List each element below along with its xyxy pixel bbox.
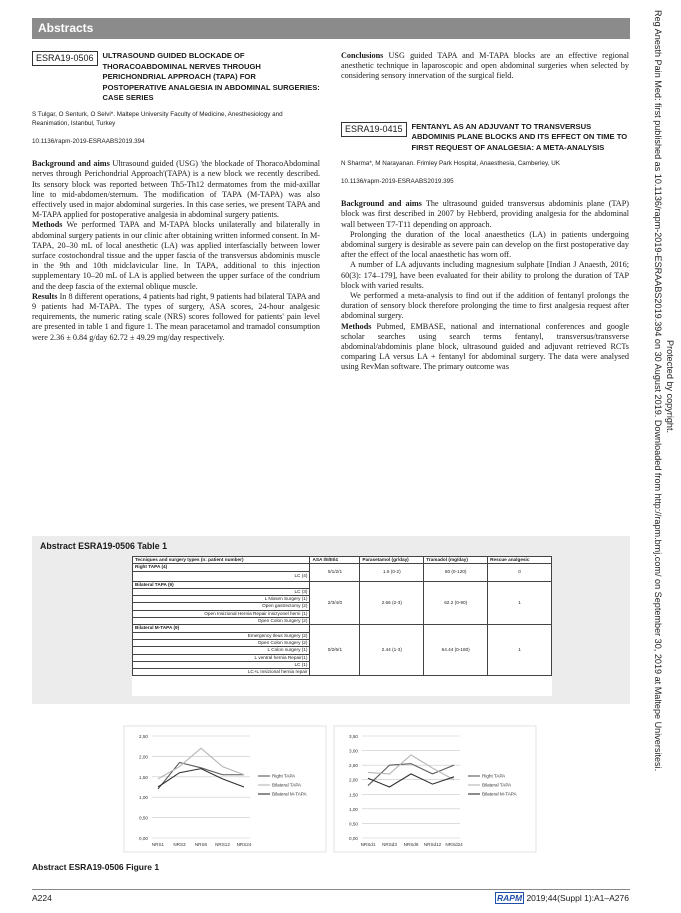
x-tick-label: NRS6 xyxy=(194,842,208,847)
chart-frame xyxy=(124,726,326,852)
line-charts xyxy=(122,726,542,856)
cell-asa: 0/2/6/1 xyxy=(310,625,360,676)
y-tick-label: 0,00 xyxy=(349,836,358,841)
table-row xyxy=(133,564,552,571)
legend-label: Right TAPA xyxy=(272,773,296,779)
data-table xyxy=(132,556,552,676)
y-tick-label: 3,00 xyxy=(349,748,358,754)
label-background: Background and aims xyxy=(32,159,110,169)
y-tick-label: 2,00 xyxy=(349,777,358,783)
abstract2-background xyxy=(341,199,629,230)
abstract1-conclusions xyxy=(341,51,629,82)
page-number: A224 xyxy=(32,893,52,903)
text-background: Ultrasound guided (USG) 'the blockade of ThoracoAbdominal nerves through Perichondrial Approach'(TAPA) is a new block we recently described. Its sensory block was reported between Th5-Th12 dermatomes from the mid-axillar line to mid-abdomen/sternum. The modification of TAPA (M-TAPA) was also effectively used in major abdominal surgeries. In this case series, we present TAPA and M-TAPA applied for postoperative analgesia in abdominal surgery patients. xyxy=(32,159,321,220)
abstract1-heading xyxy=(32,51,320,104)
legend-label: Bilateral M-TAPA xyxy=(482,791,517,797)
text-methods: We performed TAPA and M-TAPA blocks unilaterally and bilaterally in abdominal surgery patients in our clinic after obtaining written informed consent. In M-TAPA, 20–30 mL of local anesthetic (LA) was applied interfascially between lower surface costochondral tissue and the upper fascia of the transversus abdominis muscle in the 9th and 10th midclavicular line. In TAPA, additional to this injection supplementary 10–20 mL of LA is applied between the upper surface of the condrium and the deep fascia of the external oblique muscle. xyxy=(32,220,320,291)
cell-asa: 2/3/4/0 xyxy=(310,581,360,625)
group-item: Open Insizional Hernia Repair insizyonel herni (1) xyxy=(133,610,310,617)
y-tick-label: 0,50 xyxy=(139,815,148,821)
abstract1-title: ULTRASOUND GUIDED BLOCKADE OF THORACOABDOMINAL NERVES THROUGH PERICHONDRIAL APPROACH (TAPA) FOR POSTOPERATIVE ANALGESIA IN ABDOMINAL SURGERIES: CASE SERIES xyxy=(102,51,320,103)
y-tick-label: 3,50 xyxy=(349,734,358,739)
cell-tramadol: 62.2 (0-90) xyxy=(424,581,488,625)
group-item: LC (3) xyxy=(133,588,310,595)
group-item: LC (4) xyxy=(133,571,310,581)
side-note-line1: Reg Anesth Pain Med: first published as 10.1136/rapm-2019-ESRAABS2019.394 on 30 August 2019. Downloaded from http://rapm.bmj.com/ on September 30, 2019 at Maltepe Universitesi. xyxy=(653,10,663,772)
header-technique: Tecniques and surgery types (n: patient number) xyxy=(133,557,310,564)
cell-rescue: 0 xyxy=(488,564,552,581)
group-item: Open gastrectomy (2) xyxy=(133,603,310,610)
y-tick-label: 1,50 xyxy=(139,774,148,780)
group-title: Bilateral TAPA (9) xyxy=(133,581,310,588)
chart-frame xyxy=(334,726,536,852)
abstract2-doi[interactable]: 10.1136/rapm-2019-ESRAABS2019.395 xyxy=(341,177,454,185)
header-rescue: Rescue analgesic xyxy=(488,557,552,564)
cell-asa: 0/1/2/1 xyxy=(310,564,360,581)
y-tick-label: 0,50 xyxy=(349,821,358,827)
citation-text: 2019;44(Suppl 1):A1–A276 xyxy=(526,893,629,903)
abstract1-authors: S Tulgar, O Senturk, O Selvi*. Maltepe University Faculty of Medicine, Anesthesiology and Reanimation, Istanbul, Turkey xyxy=(32,110,283,128)
abstract2-para2: Prolonging the duration of the local anaesthetics (LA) in patients undergoing abdominal surgery is desirable as severe pain can develop on the first postoperative day after the effect of the local anaesthetic has worn off. xyxy=(341,229,629,260)
label-results: Results xyxy=(32,291,58,301)
legend-label: Bilateral TAPA xyxy=(272,782,302,788)
text-background-2: The ultrasound guided transversus abdominis plane (TAP) block was first described in 2007 by Hebberd, providing analgesia for the abdominal wall between T7-T11 depending on approach. xyxy=(341,199,630,229)
side-note-line2: Protected by copyright. xyxy=(665,340,675,434)
side-copyright-note xyxy=(641,10,681,900)
label-methods: Methods xyxy=(32,220,63,230)
table-box xyxy=(132,556,552,696)
abstract2-authors: N Sharma*, M Narayanan. Frimley Park Hospital, Anaesthesia, Camberley, UK xyxy=(341,160,560,168)
abstract1-id: ESRA19-0506 xyxy=(32,51,98,66)
x-tick-label: NRS1 xyxy=(151,842,165,847)
y-tick-label: 2,50 xyxy=(349,763,358,769)
y-tick-label: 1,50 xyxy=(349,792,358,798)
legend-label: Right TAPA xyxy=(482,773,506,779)
left-column xyxy=(32,51,320,343)
legend-label: Bilateral TAPA xyxy=(482,782,512,788)
right-column xyxy=(341,51,629,373)
group-item: Open Colon Surgery (2) xyxy=(133,639,310,646)
group-item: LC (1) xyxy=(133,661,310,668)
cell-paracetamol: 2.44 (1-3) xyxy=(360,625,424,676)
side-note-svg xyxy=(641,10,681,900)
x-tick-label: NRSd12 xyxy=(423,842,442,847)
journal-name: RAPM xyxy=(497,893,523,903)
text-results: In 8 different operations, 4 patients had right, 9 patients had bilateral TAPA and 9 patients had M-TAPA. The types of surgery, ASA scores, 24-hour analgesic requirements, the numeric rating scale (NRS) scores followed for patients' pain level are presented in table 1 and figure 1. The mean paracetamol and tramadol consumption were 2.36 ± 0.84 g/day 62.72 ± 49.29 mg/day respectively. xyxy=(32,291,320,342)
abstract1-methods xyxy=(32,220,320,291)
footer-divider xyxy=(32,889,630,890)
label-methods-2: Methods xyxy=(341,321,372,331)
x-tick-label: NRS12 xyxy=(215,842,230,847)
table-row xyxy=(133,581,552,588)
cell-paracetamol: 1.5 (0-2) xyxy=(360,564,424,581)
header-asa: ASA I/II/III/4 xyxy=(310,557,360,564)
group-title: Bilateral M-TAPA (9) xyxy=(133,625,310,632)
x-tick-label: NRSd24 xyxy=(445,842,463,847)
y-tick-label: 1,00 xyxy=(139,795,148,801)
y-tick-label: 0,00 xyxy=(139,836,148,841)
table-caption: Abstract ESRA19-0506 Table 1 xyxy=(40,541,167,551)
table-header-row xyxy=(133,557,552,564)
group-title: Right TAPA (4) xyxy=(133,564,310,571)
cell-tramadol: 60 (0-120) xyxy=(424,564,488,581)
header-tramadol: Tramadol (mg/day) xyxy=(424,557,488,564)
x-tick-label: NRSd1 xyxy=(360,842,376,847)
y-tick-label: 2,00 xyxy=(139,754,148,760)
figure-section xyxy=(122,726,542,856)
section-header xyxy=(32,18,630,39)
abstract1-background xyxy=(32,159,320,220)
figure-caption: Abstract ESRA19-0506 Figure 1 xyxy=(32,862,160,872)
group-item: Open Colon Surgery (2) xyxy=(133,618,310,625)
x-tick-label: NRS3 xyxy=(173,842,186,847)
abstract2-heading xyxy=(341,122,629,154)
header-paracetamol: Parasetamol (gr/day) xyxy=(360,557,424,564)
group-item: LC+L Insizional hernia repair xyxy=(133,669,310,676)
abstract2-para4: We performed a meta-analysis to find out if the addition of fentanyl prolongs the duration of sensory block therefore prolonging the time to first analgesia request after abdominal surgery. xyxy=(341,290,629,321)
table-row xyxy=(133,625,552,632)
group-item: L Nissen Surgery (1) xyxy=(133,596,310,603)
x-tick-label: NRS24 xyxy=(236,842,252,847)
text-conclusions: USG guided TAPA and M-TAPA blocks are an effective regional anesthetic technique in laparoscopic and open abdominal surgeries when selected by considering sensory innervation of the surgical field. xyxy=(341,51,629,81)
label-background-2: Background and aims xyxy=(341,199,422,209)
abstract1-doi[interactable]: 10.1136/rapm-2019-ESRAABS2019.394 xyxy=(32,137,145,145)
group-item: L Colon surgery (1) xyxy=(133,647,310,654)
x-tick-label: NRSd6 xyxy=(403,842,419,847)
label-conclusions: Conclusions xyxy=(341,51,384,60)
cell-rescue: 1 xyxy=(488,581,552,625)
group-item: L ventral hernia Repair(1) xyxy=(133,654,310,661)
text-methods-2: Pubmed, EMBASE, national and international conferences and google scholar searches using search terms fentanyl, transversus/transverse abdominal/abdominis plane block, ultrasound guided and adjuvant retrieved RCTs comparing LA versus LA + fentanyl for abdominal surgery. The data were analysed using RevMan software. The primary outcome was xyxy=(341,321,629,372)
journal-citation xyxy=(495,893,629,903)
cell-rescue: 1 xyxy=(488,625,552,676)
abstract2-id: ESRA19-0415 xyxy=(341,122,407,137)
abstract2-para3: A number of LA adjuvants including magnesium sulphate [Indian J Anaesth, 2016; 60(3): 174–179], have been evaluated for their ability to prolong the duration of TAP block with varied results. xyxy=(341,260,629,290)
y-tick-label: 2,50 xyxy=(139,734,148,739)
abstract1-results xyxy=(32,292,320,343)
abstract2-title: FENTANYL AS AN ADJUVANT TO TRANSVERSUS ABDOMINIS PLANE BLOCKS AND ITS EFFECT ON TIME TO FIRST REQUEST OF ANALGESIA: A META-ANALYSIS xyxy=(411,121,628,152)
x-tick-label: NRSd3 xyxy=(382,842,397,847)
cell-tramadol: 64.44 (0-180) xyxy=(424,625,488,676)
table-section xyxy=(32,536,630,704)
cell-paracetamol: 2.66 (2-3) xyxy=(360,581,424,625)
section-title: Abstracts xyxy=(38,21,94,35)
abstract2-methods xyxy=(341,322,629,373)
group-item: Emergency Ileus Surgery (2) xyxy=(133,632,310,639)
legend-label: Bilateral M-TAPA xyxy=(272,791,307,797)
y-tick-label: 1,00 xyxy=(349,806,358,812)
